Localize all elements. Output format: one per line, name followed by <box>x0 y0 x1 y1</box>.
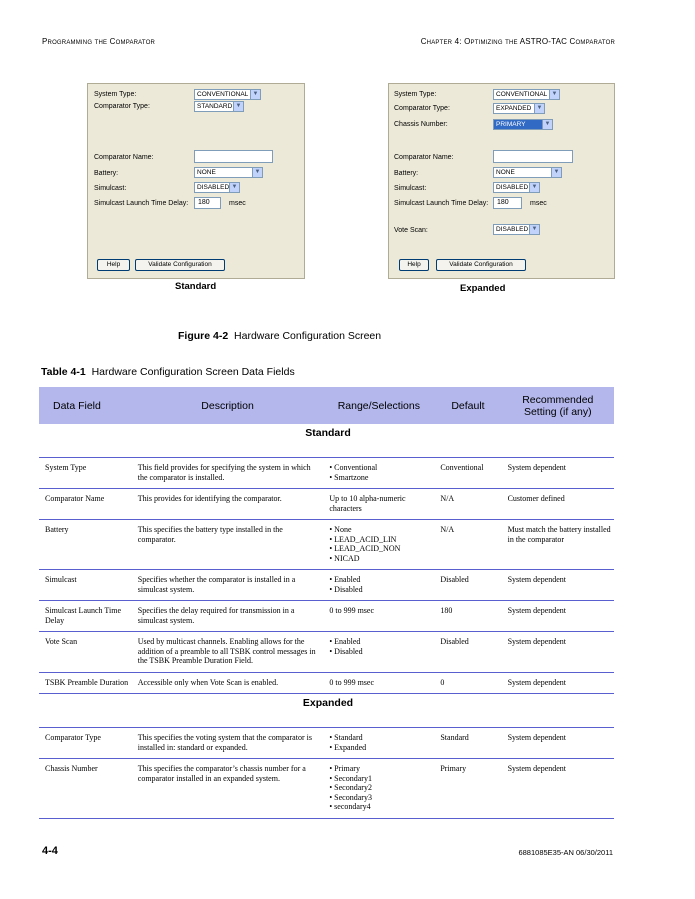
cell-recommended: System dependent <box>502 672 614 694</box>
cell-default: Disabled <box>434 570 501 601</box>
cell-range <box>323 632 434 673</box>
cell-default: N/A <box>434 520 501 570</box>
chevron-down-icon: ▼ <box>529 225 539 234</box>
cell-description: This specifies the comparator’s chassis number for a comparator installed in an expanded system. <box>132 759 324 819</box>
cell-field: Vote Scan <box>39 632 132 673</box>
expanded-config-screenshot <box>388 83 615 279</box>
section-title: Standard <box>39 424 614 458</box>
document-number: 6881085E35-AN 06/30/2011 <box>518 848 613 857</box>
system-type-dropdown[interactable]: CONVENTIONAL ▼ <box>194 89 261 100</box>
cell-field: Comparator Name <box>39 489 132 520</box>
cell-description: Specifies whether the comparator is installed in a simulcast system. <box>132 570 324 601</box>
table-row <box>39 759 614 819</box>
battery-dropdown[interactable]: NONE ▼ <box>493 167 562 178</box>
system-type-dropdown[interactable]: CONVENTIONAL ▼ <box>493 89 560 100</box>
range-item: • LEAD_ACID_LIN <box>329 535 431 545</box>
header-range: Range/Selections <box>323 387 434 424</box>
cell-default: Primary <box>434 759 501 819</box>
header-default: Default <box>434 387 501 424</box>
comparator-name-input[interactable] <box>493 150 573 163</box>
range-item: • Primary <box>329 764 431 774</box>
header-data-field: Data Field <box>39 387 132 424</box>
cell-default: Disabled <box>434 632 501 673</box>
chevron-down-icon: ▼ <box>529 183 539 192</box>
chevron-down-icon: ▼ <box>542 120 552 129</box>
cell-range <box>323 728 434 759</box>
table-row <box>39 728 614 759</box>
chevron-down-icon: ▼ <box>549 90 559 99</box>
cell-range <box>323 759 434 819</box>
cell-range: 0 to 999 msec <box>323 601 434 632</box>
system-type-label: System Type: <box>394 91 437 98</box>
chevron-down-icon: ▼ <box>233 102 243 111</box>
simulcast-dropdown[interactable]: DISABLED ▼ <box>493 182 540 193</box>
header-description: Description <box>132 387 324 424</box>
battery-dropdown[interactable]: NONE ▼ <box>194 167 263 178</box>
range-item: • Enabled <box>329 575 431 585</box>
cell-range <box>323 520 434 570</box>
cell-description: This specifies the voting system that the comparator is installed in: standard or expanded. <box>132 728 324 759</box>
comparator-name-input[interactable] <box>194 150 273 163</box>
battery-label: Battery: <box>94 170 119 177</box>
cell-field: TSBK Preamble Duration <box>39 672 132 694</box>
cell-recommended: System dependent <box>502 601 614 632</box>
chevron-down-icon: ▼ <box>229 183 239 192</box>
cell-field: Battery <box>39 520 132 570</box>
range-item: • LEAD_ACID_NON <box>329 544 431 554</box>
simulcast-dropdown[interactable]: DISABLED ▼ <box>194 182 240 193</box>
cell-recommended: Must match the battery installed in the comparator <box>502 520 614 570</box>
cell-field: Simulcast <box>39 570 132 601</box>
data-fields-table <box>39 387 614 819</box>
validate-configuration-button[interactable]: Validate Configuration <box>436 259 526 271</box>
cell-recommended: Customer defined <box>502 489 614 520</box>
range-item: • Disabled <box>329 585 431 595</box>
cell-description: Accessible only when Vote Scan is enabled. <box>132 672 324 694</box>
delay-label: Simulcast Launch Time Delay: <box>94 200 189 207</box>
comparator-type-label: Comparator Type: <box>94 103 150 110</box>
cell-default: Standard <box>434 728 501 759</box>
table-caption: Table 4-1 Hardware Configuration Screen Data Fields <box>41 366 295 378</box>
chevron-down-icon: ▼ <box>250 90 260 99</box>
chevron-down-icon: ▼ <box>252 168 262 177</box>
comparator-name-label: Comparator Name: <box>94 154 154 161</box>
cell-recommended: System dependent <box>502 570 614 601</box>
table-row <box>39 601 614 632</box>
range-item: • Conventional <box>329 463 431 473</box>
cell-field: Comparator Type <box>39 728 132 759</box>
help-button[interactable]: Help <box>97 259 130 271</box>
cell-default: Conventional <box>434 458 501 489</box>
validate-configuration-button[interactable]: Validate Configuration <box>135 259 225 271</box>
chassis-number-dropdown[interactable]: PRIMARY ▼ <box>493 119 553 130</box>
cell-recommended: System dependent <box>502 458 614 489</box>
chassis-number-label: Chassis Number: <box>394 121 448 128</box>
cell-default: N/A <box>434 489 501 520</box>
range-item: • Secondary3 <box>329 793 431 803</box>
table-row <box>39 672 614 694</box>
cell-description: Specifies the delay required for transmission in a simulcast system. <box>132 601 324 632</box>
delay-unit: msec <box>229 200 246 207</box>
standard-caption: Standard <box>175 281 217 292</box>
cell-description: This provides for identifying the comparator. <box>132 489 324 520</box>
figure-caption: Figure 4-2 Hardware Configuration Screen <box>178 330 382 342</box>
table-row <box>39 570 614 601</box>
cell-range: Up to 10 alpha-numeric characters <box>323 489 434 520</box>
running-header-right: Chapter 4: Optimizing the ASTRO-TAC Comparator <box>420 37 615 46</box>
cell-default: 180 <box>434 601 501 632</box>
range-item: • secondary4 <box>329 802 431 812</box>
delay-input[interactable]: 180 <box>493 197 522 209</box>
range-item: • Smartzone <box>329 473 431 483</box>
simulcast-label: Simulcast: <box>94 185 127 192</box>
comparator-type-dropdown[interactable]: STANDARD ▼ <box>194 101 244 112</box>
cell-description: Used by multicast channels. Enabling allows for the addition of a preamble to all TSBK control messages in the TSBK Preamble Duration Field. <box>132 632 324 673</box>
cell-recommended: System dependent <box>502 728 614 759</box>
section-row <box>39 694 614 728</box>
range-item: • Enabled <box>329 637 431 647</box>
expanded-caption: Expanded <box>460 283 506 294</box>
cell-range <box>323 570 434 601</box>
simulcast-label: Simulcast: <box>394 185 427 192</box>
running-header-left: Programming the Comparator <box>42 37 156 46</box>
table-row <box>39 458 614 489</box>
delay-label: Simulcast Launch Time Delay: <box>394 200 489 207</box>
delay-unit: msec <box>530 200 547 207</box>
range-item: • NICAD <box>329 554 431 564</box>
table-row <box>39 489 614 520</box>
comparator-type-dropdown[interactable]: EXPANDED ▼ <box>493 103 545 114</box>
range-item: • Standard <box>329 733 431 743</box>
page-number: 4-4 <box>42 845 58 857</box>
cell-recommended: System dependent <box>502 759 614 819</box>
table-body <box>39 424 614 818</box>
cell-range: 0 to 999 msec <box>323 672 434 694</box>
range-item: • None <box>329 525 431 535</box>
chevron-down-icon: ▼ <box>551 168 561 177</box>
table-row <box>39 520 614 570</box>
comparator-name-label: Comparator Name: <box>394 154 454 161</box>
battery-label: Battery: <box>394 170 419 177</box>
cell-description: This field provides for specifying the system in which the comparator is installed. <box>132 458 324 489</box>
vote-scan-label: Vote Scan: <box>394 227 428 234</box>
cell-field: System Type <box>39 458 132 489</box>
chevron-down-icon: ▼ <box>534 104 544 113</box>
cell-recommended: System dependent <box>502 632 614 673</box>
help-button[interactable]: Help <box>399 259 429 271</box>
section-row <box>39 424 614 458</box>
range-item: • Secondary2 <box>329 783 431 793</box>
system-type-label: System Type: <box>94 91 137 98</box>
standard-config-screenshot <box>87 83 305 279</box>
range-item: • Secondary1 <box>329 774 431 784</box>
comparator-type-label: Comparator Type: <box>394 105 450 112</box>
range-item: • Disabled <box>329 647 431 657</box>
range-item: • Expanded <box>329 743 431 753</box>
header-recommended: Recommended Setting (if any) <box>502 387 614 424</box>
cell-default: 0 <box>434 672 501 694</box>
cell-field: Chassis Number <box>39 759 132 819</box>
delay-input[interactable]: 180 <box>194 197 221 209</box>
cell-range <box>323 458 434 489</box>
section-title: Expanded <box>39 694 614 728</box>
table-row <box>39 632 614 673</box>
cell-description: This specifies the battery type installed in the comparator. <box>132 520 324 570</box>
vote-scan-dropdown[interactable]: DISABLED ▼ <box>493 224 540 235</box>
cell-field: Simulcast Launch Time Delay <box>39 601 132 632</box>
